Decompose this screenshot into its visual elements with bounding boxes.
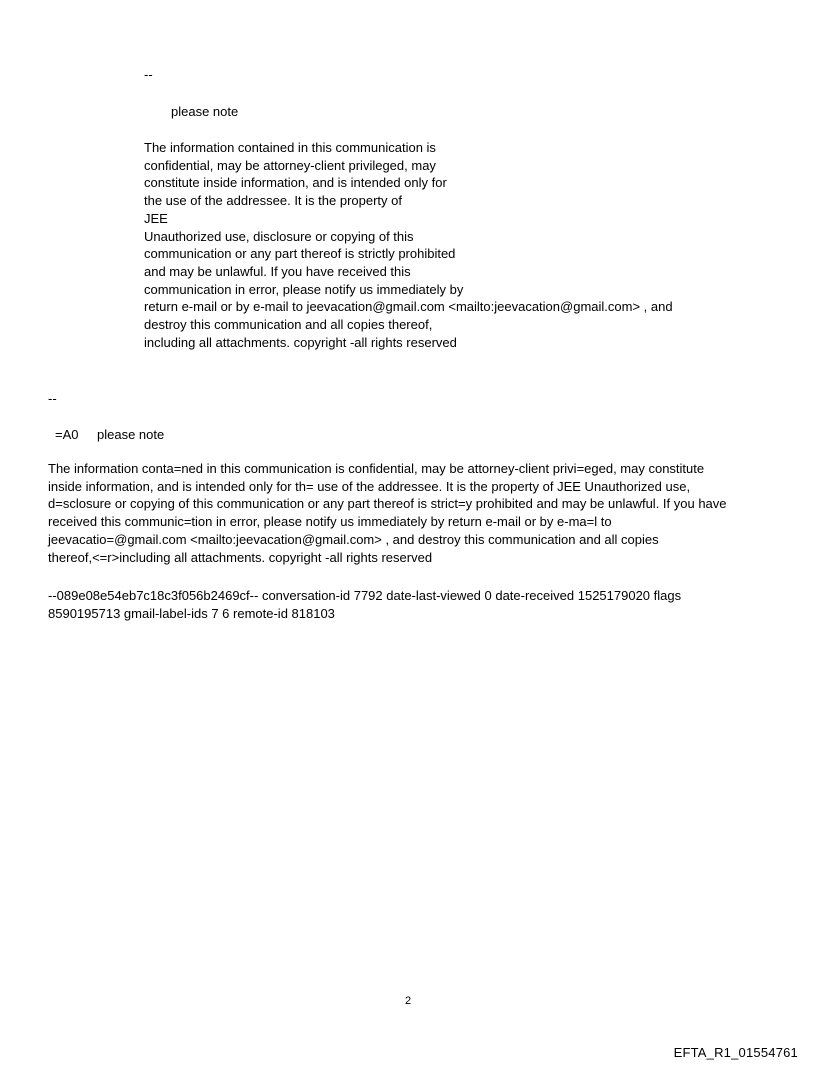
notice-line: jeevacatio=@gmail.com <mailto:jeevacation@gmail.com> , and destroy this communication and all copies <box>48 531 659 547</box>
notice-line: constitute inside information, and is intended only for <box>144 175 447 191</box>
notice-line: confidential, may be attorney-client privileged, may <box>144 157 436 173</box>
notice-line: and may be unlawful. If you have received this <box>144 263 411 279</box>
please-note-heading-2: please note <box>97 427 165 442</box>
message-metadata <box>48 587 681 622</box>
notice-line: received this communic=tion in error, please notify us immediately by return e-mail or by e-ma=l to <box>48 514 612 530</box>
notice-line: return e-mail or by e-mail to jeevacation@gmail.com <mailto:jeevacation@gmail.com> , and <box>144 299 673 315</box>
document-id-footer: EFTA_R1_01554761 <box>673 1045 798 1060</box>
notice-line: The information conta=ned in this communication is confidential, may be attorney-client privi=eged, may constitute <box>48 461 705 476</box>
please-note-prefix: =A0 <box>55 427 79 442</box>
notice-line: including all attachments. copyright -all rights reserved <box>144 334 457 350</box>
notice-line: the use of the addressee. It is the property of <box>144 193 402 209</box>
confidentiality-notice-indented <box>144 139 673 351</box>
notice-line: communication in error, please notify us immediately by <box>144 281 464 297</box>
please-note-heading: please note <box>171 104 239 119</box>
notice-line: communication or any part thereof is strictly prohibited <box>144 246 456 262</box>
notice-line: The information contained in this communication is <box>144 140 436 155</box>
separator-top: -- <box>144 67 153 82</box>
confidentiality-notice-full <box>48 460 768 566</box>
metadata-line: --089e08e54eb7c18c3f056b2469cf-- conversation-id 7792 date-last-viewed 0 date-received 1525179020 flags <box>48 588 682 603</box>
notice-line: destroy this communication and all copies thereof, <box>144 317 433 333</box>
notice-line: d=sclosure or copying of this communication or any part thereof is strict=y prohibited and may be unlawful. If you have <box>48 496 727 512</box>
separator-middle: -- <box>48 391 57 406</box>
metadata-line: 8590195713 gmail-label-ids 7 6 remote-id 818103 <box>48 605 335 621</box>
page-number: 2 <box>404 995 412 1007</box>
notice-line: inside information, and is intended only for th= use of the addressee. It is the property of JEE Unauthorized use, <box>48 478 691 494</box>
notice-line: JEE <box>144 210 168 226</box>
notice-line: Unauthorized use, disclosure or copying of this <box>144 228 414 244</box>
notice-line: thereof,<=r>including all attachments. copyright -all rights reserved <box>48 549 433 565</box>
